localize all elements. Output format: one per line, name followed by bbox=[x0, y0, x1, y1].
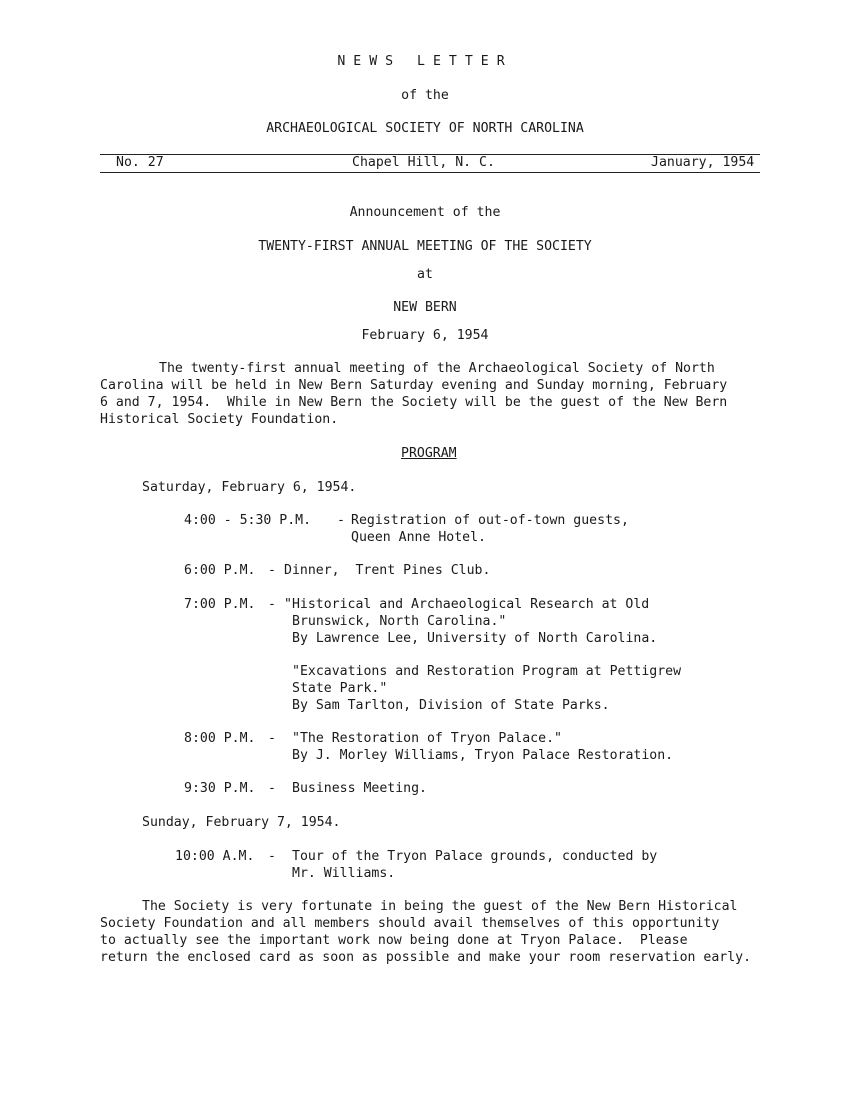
program-text: By Sam Tarlton, Division of State Parks. bbox=[292, 698, 610, 713]
program-text: By J. Morley Williams, Tryon Palace Restoration. bbox=[292, 748, 674, 763]
program-text: By Lawrence Lee, University of North Carolina. bbox=[292, 631, 658, 646]
program-dash: - bbox=[268, 781, 276, 796]
announcement-line: Announcement of the bbox=[349, 205, 501, 220]
program-text: "Excavations and Restoration Program at Pettigrew bbox=[292, 664, 682, 679]
program-text: Tour of the Tryon Palace grounds, conducted by bbox=[292, 849, 658, 864]
program-dash: - bbox=[268, 731, 276, 746]
meeting-date: February 6, 1954 bbox=[361, 328, 489, 343]
program-text: Queen Anne Hotel. bbox=[351, 530, 486, 545]
issue-date: January, 1954 bbox=[651, 155, 755, 170]
program-heading: PROGRAM bbox=[401, 446, 457, 461]
sunday-heading: Sunday, February 7, 1954. bbox=[142, 815, 341, 830]
program-dash: - bbox=[268, 597, 276, 612]
program-dash: - bbox=[337, 513, 345, 528]
program-time: 7:00 P.M. bbox=[184, 597, 256, 612]
program-text: Registration of out-of-town guests, bbox=[351, 513, 629, 528]
saturday-heading: Saturday, February 6, 1954. bbox=[142, 480, 357, 495]
intro-line: 6 and 7, 1954. While in New Bern the Society will be the guest of the New Bern bbox=[100, 395, 728, 410]
program-text: Dinner, Trent Pines Club. bbox=[284, 563, 491, 578]
program-text: Mr. Williams. bbox=[292, 866, 396, 881]
announcement-at: at bbox=[417, 267, 433, 282]
program-text: "The Restoration of Tryon Palace." bbox=[292, 731, 562, 746]
meeting-location: NEW BERN bbox=[393, 300, 457, 315]
program-text: State Park." bbox=[292, 681, 388, 696]
program-time: 9:30 P.M. bbox=[184, 781, 256, 796]
of-the-line: of the bbox=[401, 88, 449, 103]
newsletter-title: NEWS LETTER bbox=[337, 54, 513, 69]
closing-line: Society Foundation and all members should avail themselves of this opportunity bbox=[100, 916, 720, 931]
program-time: 8:00 P.M. bbox=[184, 731, 256, 746]
closing-line: The Society is very fortunate in being the guest of the New Bern Historical bbox=[142, 899, 738, 914]
program-time: 10:00 A.M. bbox=[175, 849, 255, 864]
program-text: Business Meeting. bbox=[292, 781, 427, 796]
meeting-heading: TWENTY-FIRST ANNUAL MEETING OF THE SOCIETY bbox=[258, 239, 592, 254]
society-name: ARCHAEOLOGICAL SOCIETY OF NORTH CAROLINA bbox=[266, 121, 584, 136]
masthead-rule-bottom bbox=[100, 172, 760, 173]
intro-line: Carolina will be held in New Bern Saturday evening and Sunday morning, February bbox=[100, 378, 728, 393]
closing-line: return the enclosed card as soon as possible and make your room reservation early. bbox=[100, 950, 752, 965]
intro-line: The twenty-first annual meeting of the Archaeological Society of North bbox=[159, 361, 715, 376]
intro-line: Historical Society Foundation. bbox=[100, 412, 339, 427]
issue-number: No. 27 bbox=[116, 155, 164, 170]
program-text: "Historical and Archaeological Research at Old bbox=[284, 597, 650, 612]
program-time: 4:00 - 5:30 P.M. bbox=[184, 513, 312, 528]
program-dash: - bbox=[268, 563, 276, 578]
program-time: 6:00 P.M. bbox=[184, 563, 256, 578]
program-dash: - bbox=[268, 849, 276, 864]
closing-line: to actually see the important work now being done at Tryon Palace. Please bbox=[100, 933, 688, 948]
program-text: Brunswick, North Carolina." bbox=[292, 614, 507, 629]
issue-place: Chapel Hill, N. C. bbox=[352, 155, 495, 170]
